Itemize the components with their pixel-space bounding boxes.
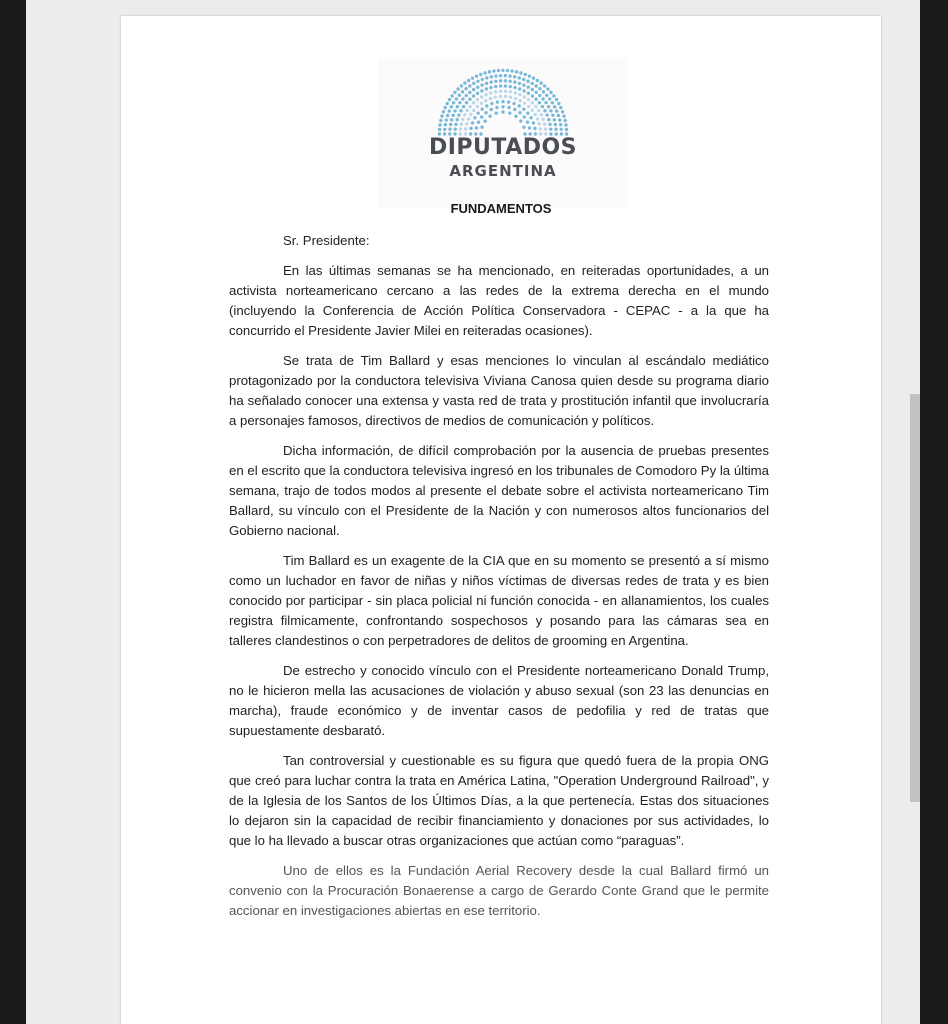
logo-subtitle: ARGENTINA — [449, 162, 557, 180]
arc-dot — [555, 109, 558, 112]
arc-dot — [451, 114, 454, 117]
arc-dot — [456, 105, 459, 108]
arc-dot — [518, 104, 521, 107]
arc-dot — [514, 91, 517, 94]
arc-dot — [504, 84, 507, 87]
arc-dot — [522, 107, 525, 110]
arc-dot — [457, 113, 460, 116]
arc-dot — [553, 105, 556, 108]
arc-dot — [554, 128, 557, 131]
diputados-logo — [378, 58, 628, 208]
arc-dot — [519, 119, 522, 122]
arc-dot — [452, 101, 455, 104]
left-gutter — [0, 0, 26, 1024]
vertical-scrollbar-thumb[interactable] — [910, 394, 920, 802]
arc-dot — [465, 122, 468, 125]
arc-dot — [501, 105, 504, 108]
arc-dot — [549, 127, 552, 130]
arc-dot — [526, 111, 529, 114]
arc-dot — [473, 116, 476, 119]
paragraph-3: Dicha información, de difícil comprobación por la ausencia de pruebas presentes en el escrito que la conductora televisiva ingresó en los tribunales de Comodoro Py la última semana, trajo de todos modos al presente el debate sobre el activista norteamericano Tim Ballard, su vínculo con el Presidente de la Nación y con numerosos altos funcionarios del Gobierno nacional. — [229, 443, 769, 538]
arc-dot — [537, 109, 540, 112]
arc-dot — [464, 127, 467, 130]
arc-dot — [445, 102, 448, 105]
arc-dot — [527, 85, 530, 88]
arc-dot — [561, 110, 564, 113]
arc-dot — [523, 115, 526, 118]
arc-dot — [450, 105, 453, 108]
arc-dot — [495, 106, 498, 109]
arc-dot — [458, 94, 461, 97]
arc-dot — [492, 69, 495, 72]
arc-dot — [558, 118, 561, 121]
arc-dot — [475, 74, 478, 77]
arc-dot — [472, 101, 475, 104]
arc-dot — [543, 122, 546, 125]
arc-dot — [508, 111, 511, 114]
arc-dot — [538, 122, 541, 125]
arc-dot — [469, 113, 472, 116]
arc-dot — [526, 121, 529, 124]
arc-dot — [526, 80, 529, 83]
arc-dot — [518, 111, 521, 114]
arc-dot — [519, 71, 522, 74]
document-page — [121, 16, 881, 1024]
arc-dot — [548, 123, 551, 126]
arc-dot — [439, 119, 442, 122]
arc-dot — [494, 85, 497, 88]
arc-dot — [471, 121, 474, 124]
arc-dot — [509, 95, 512, 98]
salutation: Sr. Presidente: — [283, 233, 370, 248]
arc-dot — [494, 74, 497, 77]
arc-dot — [533, 113, 536, 116]
arc-dot — [472, 94, 475, 97]
arc-dot — [548, 97, 551, 100]
arc-dot — [504, 95, 507, 98]
arc-dot — [488, 70, 491, 73]
arc-dot — [494, 80, 497, 83]
arc-dot — [527, 98, 530, 101]
arc-dot — [564, 123, 567, 126]
arc-dot — [480, 83, 483, 86]
arc-dot — [461, 90, 464, 93]
arc-dot — [469, 127, 472, 130]
arc-dot — [443, 128, 446, 131]
arc-dot — [467, 79, 470, 82]
arc-dot — [547, 105, 550, 108]
arc-dot — [541, 97, 544, 100]
arc-dot — [454, 127, 457, 130]
page-title: FUNDAMENTOS — [450, 201, 552, 216]
arc-dot — [485, 76, 488, 79]
arc-dot — [522, 78, 525, 81]
arc-dot — [540, 113, 543, 116]
arc-dot — [494, 90, 497, 93]
arc-dot — [480, 102, 483, 105]
arc-dot — [504, 90, 507, 93]
paragraph-6: Tan controversial y cuestionable es su figura que quedó fuera de la propia ONG que creó para luchar contra la trata en América Latina, "Operation Underground Railroad", y de la Iglesia de los Santos de los Últimos Días, a la que pertenecía. Estas dos situaciones lo dejaron sin la capacidad de recibir financiamiento y donaciones por sus actividades, lo que lo ha llevado a buscar otras organizaciones que actúan como “paraguas”. — [229, 753, 769, 848]
arc-dot — [532, 121, 535, 124]
arc-dot — [519, 99, 522, 102]
arc-dot — [461, 97, 464, 100]
arc-dot — [501, 100, 504, 103]
arc-dot — [527, 105, 530, 108]
arc-dot — [538, 87, 541, 90]
arc-dot — [543, 109, 546, 112]
arc-dot — [489, 80, 492, 83]
logo-title: DIPUTADOS — [428, 135, 578, 160]
arc-dot — [460, 122, 463, 125]
arc-dot — [514, 115, 517, 118]
arc-dot — [554, 123, 557, 126]
arc-dot — [488, 115, 491, 118]
arc-dot — [507, 106, 510, 109]
paragraph-4: Tim Ballard es un exagente de la CIA que en su momento se presentó a sí mismo como un luchador en favor de niñas y niños víctimas de diversas redes de trata y es bien conocido por participar - sin placa policial ni función conocida - en allanamientos, los cuales registra filmicamente, confrontando sospechosos y posando para las cámaras sea en talleres clandestinos o con perpetradores de delitos de grooming en Argentina. — [229, 553, 769, 648]
arc-dot — [465, 101, 468, 104]
arc-dot — [468, 84, 471, 87]
arc-dot — [480, 126, 483, 129]
arc-dot — [528, 126, 531, 129]
arc-dot — [522, 126, 525, 129]
arc-dot — [448, 128, 451, 131]
arc-dot — [464, 87, 467, 90]
arc-dot — [506, 69, 509, 72]
arc-dot — [536, 79, 539, 82]
arc-dot — [476, 85, 479, 88]
arc-dot — [442, 110, 445, 113]
arc-dot — [552, 94, 555, 97]
arc-dot — [449, 123, 452, 126]
arc-dot — [459, 127, 462, 130]
arc-dot — [504, 79, 507, 82]
arc-dot — [515, 70, 518, 73]
arc-dot — [524, 73, 527, 76]
arc-dot — [518, 82, 521, 85]
arc-dot — [513, 86, 516, 89]
arc-dot — [499, 90, 502, 93]
arc-dot — [446, 114, 449, 117]
arc-dot — [507, 100, 510, 103]
arc-dot — [461, 118, 464, 121]
arc-dot — [532, 76, 535, 79]
arc-dot — [440, 114, 443, 117]
arc-dot — [484, 93, 487, 96]
arc-dot — [468, 91, 471, 94]
arc-dot — [504, 74, 507, 77]
arc-dot — [499, 95, 502, 98]
arc-dot — [476, 92, 479, 95]
arc-dot — [560, 128, 563, 131]
arc-dot — [543, 84, 546, 87]
arc-dot — [481, 78, 484, 81]
arc-dot — [460, 84, 463, 87]
arc-dot — [443, 106, 446, 109]
arc-dot — [479, 73, 482, 76]
arc-dot — [542, 118, 545, 121]
arc-dot — [512, 102, 515, 105]
arc-dot — [544, 127, 547, 130]
arc-dot — [534, 98, 537, 101]
arc-dot — [463, 113, 466, 116]
arc-dot — [544, 101, 547, 104]
arc-dot — [527, 92, 530, 95]
arc-dot — [484, 99, 487, 102]
arc-dot — [499, 79, 502, 82]
arc-dot — [485, 104, 488, 107]
arc-dot — [545, 94, 548, 97]
arc-dot — [499, 74, 502, 77]
arc-dot — [534, 84, 537, 87]
arc-dot — [455, 97, 458, 100]
arc-dot — [523, 95, 526, 98]
right-edge — [920, 0, 948, 1024]
arc-dot — [490, 108, 493, 111]
arc-dot — [438, 128, 441, 131]
arc-dot — [518, 93, 521, 96]
arc-dot — [438, 123, 441, 126]
arc-dot — [456, 87, 459, 90]
arc-dot — [476, 105, 479, 108]
arc-dot — [476, 98, 479, 101]
arc-dot — [485, 82, 488, 85]
arc-dot — [538, 94, 541, 97]
arc-dot — [534, 91, 537, 94]
arc-dot — [536, 117, 539, 120]
arc-dot — [553, 118, 556, 121]
arc-dot — [494, 95, 497, 98]
arc-dot — [453, 109, 456, 112]
arc-dot — [522, 83, 525, 86]
arc-dot — [509, 90, 512, 93]
arc-dot — [476, 111, 479, 114]
arc-dot — [510, 69, 513, 72]
arc-dot — [529, 116, 532, 119]
arc-dot — [522, 89, 525, 92]
arc-dot — [513, 75, 516, 78]
arc-dot — [509, 85, 512, 88]
arc-dot — [480, 89, 483, 92]
arc-dot — [523, 102, 526, 105]
arc-dot — [539, 81, 542, 84]
arc-dot — [463, 81, 466, 84]
arc-dot — [472, 109, 475, 112]
arc-dot — [468, 98, 471, 101]
arc-dot — [496, 100, 499, 103]
arc-dot — [538, 101, 541, 104]
arc-dot — [484, 119, 487, 122]
arc-dot — [450, 118, 453, 121]
paragraph-5: De estrecho y conocido vínculo con el Presidente norteamericano Donald Trump, no le hicieron mella las acusaciones de violación y abuso sexual (son 23 las denuncias en marcha), fraude económico y de inventar casos de pedofilia y red de tratas que supuestamente desbarató. — [229, 663, 769, 738]
paragraph-2: Se trata de Tim Ballard y esas menciones lo vinculan al escándalo mediático protagonizado por la conductora televisiva Viviana Canosa quien desde su programa diario ha señalado conocer una extensa y vasta red de trata y prostitución infantil que involucraría a personajes famosos, directivos de medios de comunicación y políticos. — [229, 353, 769, 428]
arc-dot — [559, 123, 562, 126]
arc-dot — [551, 114, 554, 117]
paragraph-1: En las últimas semanas se ha mencionado, en reiteradas oportunidades, a un activista norteamericano cercano a las redes de la extrema derecha en el mundo (incluyendo la Conferencia de Acción Política Conservadora - CEPAC - a la que ha concurrido el Presidente Javier Milei en reiteradas ocasiones). — [229, 263, 769, 338]
arc-dot — [475, 126, 478, 129]
arc-dot — [489, 86, 492, 89]
arc-dot — [518, 76, 521, 79]
arc-dot — [459, 109, 462, 112]
arc-dot — [541, 105, 544, 108]
arc-dot — [467, 117, 470, 120]
arc-dot — [472, 88, 475, 91]
arc-dot — [453, 91, 456, 94]
arc-dot — [484, 111, 487, 114]
arc-dot — [489, 97, 492, 100]
arc-dot — [555, 98, 558, 101]
arc-dot — [454, 123, 457, 126]
arc-dot — [533, 127, 536, 130]
arc-dot — [480, 107, 483, 110]
arc-dot — [513, 108, 516, 111]
arc-dot — [531, 82, 534, 85]
arc-dot — [465, 94, 468, 97]
arc-dot — [483, 71, 486, 74]
arc-dot — [448, 109, 451, 112]
arc-dot — [508, 80, 511, 83]
arc-dot — [495, 111, 498, 114]
arc-dot — [476, 80, 479, 83]
arc-dot — [559, 106, 562, 109]
arc-dot — [501, 69, 504, 72]
document-body — [229, 231, 769, 931]
arc-dot — [531, 88, 534, 91]
chamber-arc-icon — [378, 58, 628, 138]
arc-dot — [480, 115, 483, 118]
arc-dot — [562, 114, 565, 117]
arc-dot — [462, 105, 465, 108]
arc-dot — [471, 76, 474, 79]
arc-dot — [485, 87, 488, 90]
arc-dot — [458, 101, 461, 104]
arc-dot — [466, 109, 469, 112]
arc-dot — [445, 118, 448, 121]
arc-dot — [477, 121, 480, 124]
viewer-canvas[interactable] — [26, 0, 920, 1024]
arc-dot — [472, 82, 475, 85]
arc-dot — [456, 118, 459, 121]
arc-dot — [547, 118, 550, 121]
arc-dot — [480, 95, 483, 98]
paragraph-7: Uno de ellos es la Fundación Aerial Recovery desde la cual Ballard firmó un convenio con la Procuración Bonaerense a cargo de Gerardo Conte Grand que le permite accionar en investigaciones abiertas en ese territorio. — [229, 863, 769, 918]
arc-dot — [531, 94, 534, 97]
arc-dot — [557, 114, 560, 117]
arc-dot — [450, 94, 453, 97]
arc-dot — [444, 123, 447, 126]
arc-dot — [565, 128, 568, 131]
arc-dot — [528, 74, 531, 77]
arc-dot — [549, 109, 552, 112]
arc-dot — [501, 110, 504, 113]
arc-dot — [490, 102, 493, 105]
arc-dot — [513, 80, 516, 83]
arc-dot — [557, 102, 560, 105]
arc-dot — [551, 101, 554, 104]
arc-dot — [542, 90, 545, 93]
arc-dot — [546, 87, 549, 90]
arc-dot — [531, 101, 534, 104]
arc-dot — [539, 127, 542, 130]
arc-dot — [549, 91, 552, 94]
arc-dot — [448, 98, 451, 101]
arc-dot — [489, 91, 492, 94]
arc-dot — [497, 69, 500, 72]
arc-dot — [508, 74, 511, 77]
arc-dot — [514, 97, 517, 100]
arc-dot — [563, 119, 566, 122]
arc-dot — [490, 75, 493, 78]
arc-dot — [518, 87, 521, 90]
arc-dot — [534, 105, 537, 108]
arc-dot — [530, 109, 533, 112]
arc-dot — [545, 113, 548, 116]
arc-dot — [499, 84, 502, 87]
arc-dot — [469, 105, 472, 108]
